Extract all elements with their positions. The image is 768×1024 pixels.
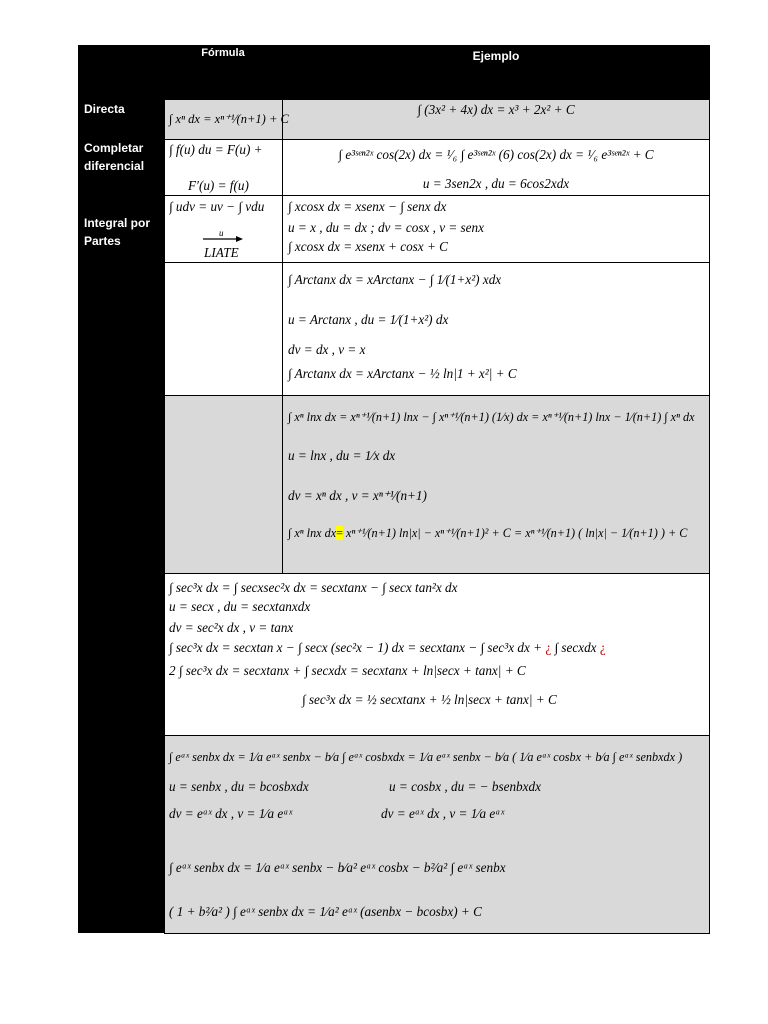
- arrow-label: u: [219, 228, 224, 238]
- example-xnln-4a: ∫ xⁿ lnx dx: [288, 526, 337, 540]
- example-eax-3a: dv = eᵃˣ dx , v = 1⁄a eᵃˣ: [169, 806, 293, 821]
- formula-completar-2: F′(u) = f(u): [188, 178, 249, 193]
- highlighted-equals: =: [336, 526, 343, 540]
- example-arctan-2: u = Arctanx , du = 1⁄(1+x²) dx: [288, 312, 449, 327]
- example-xcos-1: ∫ xcosx dx = xsenx − ∫ senx dx: [288, 199, 447, 214]
- example-xcos-2: u = x , du = dx ; dv = cosx , v = senx: [288, 220, 484, 235]
- grid-line: [164, 573, 710, 574]
- grid-line: [164, 735, 710, 736]
- example-completar-2: u = 3sen2x , du = 6cos2xdx: [422, 176, 570, 191]
- example-xnln-4b: xⁿ⁺¹⁄(n+1) ln|x| − xⁿ⁺¹⁄(n+1)² + C = xⁿ⁺¹⁄(n+1) ( ln|x| − 1⁄(n+1) ) + C: [343, 526, 688, 540]
- example-eax-4: ∫ eᵃˣ senbx dx = 1⁄a eᵃˣ senbx − b⁄a² eᵃˣ cosbx − b²⁄a² ∫ eᵃˣ senbx: [169, 860, 506, 875]
- example-sec-4b: ∫ secxdx: [551, 640, 600, 655]
- grid-line: [164, 195, 710, 196]
- example-xcos-3: ∫ xcosx dx = xsenx + cosx + C: [288, 239, 448, 254]
- grid-line: [709, 99, 710, 934]
- example-eax-3b: dv = eᵃˣ dx , v = 1⁄a eᵃˣ: [381, 806, 505, 821]
- right-arrow-icon: [203, 234, 243, 244]
- red-question-mark: ¿: [599, 640, 606, 655]
- example-eax-5: ( 1 + b²⁄a² ) ∫ eᵃˣ senbx dx = 1⁄a² eᵃˣ (asenbx − bcosbx) + C: [169, 904, 482, 919]
- category-completar: Completar diferencial: [84, 141, 145, 173]
- grid-line: [164, 933, 710, 934]
- red-question-mark: ¿: [545, 640, 552, 655]
- example-eax-2a: u = senbx , du = bcosbxdx: [169, 779, 309, 794]
- example-sec-3: dv = sec²x dx , v = tanx: [169, 620, 294, 635]
- example-directa: ∫ (3x² + 4x) dx = x³ + 2x² + C: [417, 102, 575, 117]
- example-xnln-2: u = lnx , du = 1⁄x dx: [288, 448, 396, 463]
- example-arctan-4: ∫ Arctanx dx = xArctanx − ½ ln|1 + x²| + C: [288, 366, 517, 381]
- formula-completar-1: ∫ f(u) du = F(u) +: [169, 142, 263, 157]
- formula-directa: ∫ xⁿ dx = xⁿ⁺¹⁄(n+1) + C: [169, 112, 289, 126]
- grid-line: [164, 139, 710, 140]
- grid-line: [164, 99, 165, 934]
- example-xnln-4: [288, 524, 687, 542]
- example-completar-1: ∫ e³ˢᵉⁿ²ˣ cos(2x) dx = ¹⁄₆ ∫ e³ˢᵉⁿ²ˣ (6) cos(2x) dx = ¹⁄₆ e³ˢᵉⁿ²ˣ + C: [338, 147, 654, 162]
- example-xnln-1: ∫ xⁿ lnx dx = xⁿ⁺¹⁄(n+1) lnx − ∫ xⁿ⁺¹⁄(n+1) (1⁄x) dx = xⁿ⁺¹⁄(n+1) lnx − 1⁄(n+1) ∫ xⁿ dx: [288, 410, 695, 424]
- example-eax-2b: u = cosbx , du = − bsenbxdx: [389, 779, 541, 794]
- example-xnln-3: dv = xⁿ dx , v = xⁿ⁺¹⁄(n+1): [288, 488, 427, 503]
- example-sec-2: u = secx , du = secxtanxdx: [169, 599, 311, 614]
- example-sec-6: ∫ sec³x dx = ½ secxtanx + ½ ln|secx + tanx| + C: [302, 692, 557, 707]
- example-sec-5: 2 ∫ sec³x dx = secxtanx + ∫ secxdx = secxtanx + ln|secx + tanx| + C: [169, 663, 526, 678]
- example-arctan-1: ∫ Arctanx dx = xArctanx − ∫ 1⁄(1+x²) xdx: [288, 272, 502, 287]
- category-column: [78, 45, 164, 933]
- header-formula: Fórmula: [164, 45, 282, 62]
- grid-line: [164, 262, 710, 263]
- header-ejemplo: Ejemplo: [282, 48, 710, 65]
- category-directa: Directa: [84, 102, 125, 116]
- category-partes: Integral por Partes: [84, 216, 151, 248]
- example-sec-4: [169, 639, 606, 657]
- example-eax-1: ∫ eᵃˣ senbx dx = 1⁄a eᵃˣ senbx − b⁄a ∫ eᵃˣ cosbxdx = 1⁄a eᵃˣ senbx − b⁄a ( 1⁄a eᵃˣ cosbx + b⁄a ∫ eᵃˣ senbxdx ): [169, 750, 683, 764]
- example-arctan-3: dv = dx , v = x: [288, 342, 366, 357]
- liate-label: LIATE: [204, 245, 239, 260]
- example-sec-1: ∫ sec³x dx = ∫ secxsec²x dx = secxtanx − ∫ secx tan²x dx: [169, 580, 458, 595]
- formula-partes: ∫ udv = uv − ∫ vdu: [169, 199, 265, 214]
- grid-line: [282, 99, 283, 573]
- example-sec-4a: ∫ sec³x dx = secxtan x − ∫ secx (sec²x − 1) dx = secxtanx − ∫ sec³x dx +: [169, 640, 546, 655]
- grid-line: [164, 395, 710, 396]
- grid-line: [164, 99, 710, 100]
